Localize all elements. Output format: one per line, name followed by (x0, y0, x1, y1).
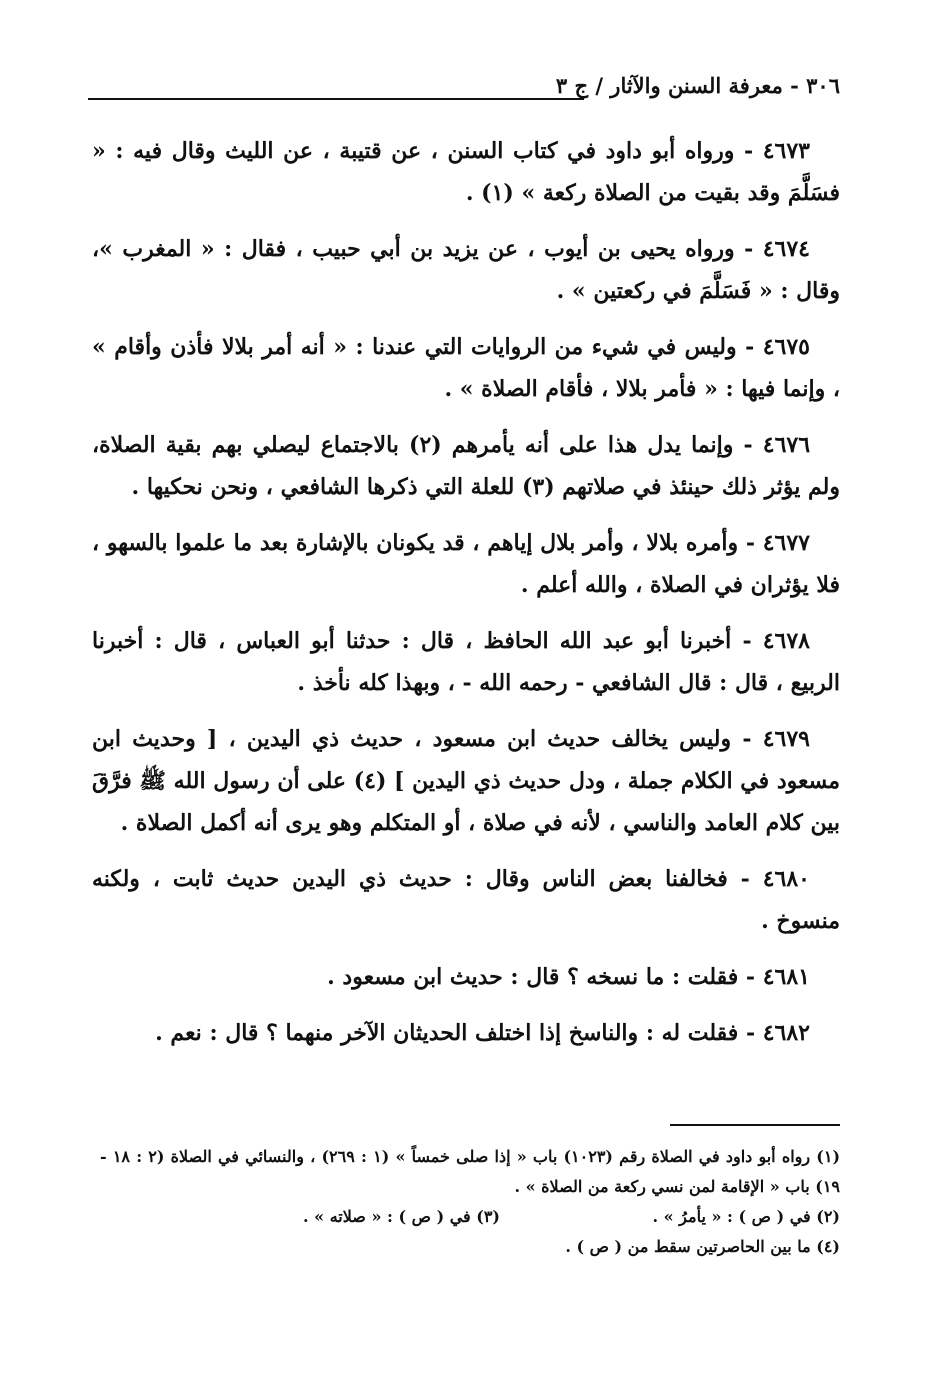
paragraph-4680: ٤٦٨٠ - فخالفنا بعض الناس وقال : حديث ذي اليدين حديث ثابت ، ولكنه منسوخ . (92, 866, 840, 934)
paragraph-4681: ٤٦٨١ - فقلت : ما نسخه ؟ قال : حديث ابن مسعود . (327, 964, 810, 990)
header-rule (88, 98, 584, 100)
main-text (92, 130, 840, 1068)
paragraph-4679: ٤٦٧٩ - وليس يخالف حديث ابن مسعود ، حديث ذي اليدين ، [ وحديث ابن مسعود في الكلام جملة ، ودل حديث ذي اليدين ] (٤) على أن رسول الله ﷺ فرَّقَ بين كلام العامد والناسي ، لأنه في صلاة ، أو المتكلم وهو يرى أنه أكمل الصلاة . (92, 726, 841, 836)
footnote-3: (٣) في ( ص ) : « صلاته » . (303, 1207, 500, 1226)
footnote-rule (670, 1124, 840, 1126)
paragraph-4675: ٤٦٧٥ - وليس في شيء من الروايات التي عندنا : « أنه أمر بلالا فأذن وأقام » ، وإنما فيها : « فأمر بلالا ، فأقام الصلاة » . (92, 334, 840, 402)
paragraph-4682: ٤٦٨٢ - فقلت له : والناسخ إذا اختلف الحديثان الآخر منهما ؟ قال : نعم . (155, 1020, 810, 1046)
running-header: ٣٠٦ - معرفة السنن والآثار / ج ٣ (555, 73, 840, 98)
paragraph-4677: ٤٦٧٧ - وأمره بلالا ، وأمر بلال إياهم ، قد يكونان بالإشارة بعد ما علموا بالسهو ، فلا يؤثران في الصلاة ، والله أعلم . (92, 530, 840, 598)
footnote-row-2-3 (100, 1202, 840, 1232)
footnotes (100, 1142, 840, 1262)
paragraph-4673: ٤٦٧٣ - ورواه أبو داود في كتاب السنن ، عن قتيبة ، عن الليث وقال فيه : « فسَلَّمَ وقد بقيت من الصلاة ركعة » (١) . (92, 138, 840, 206)
paragraph-4678: ٤٦٧٨ - أخبرنا أبو عبد الله الحافظ ، قال : حدثنا أبو العباس ، قال : أخبرنا الربيع ، قال : قال الشافعي - رحمه الله - ، وبهذا كله نأخذ . (92, 628, 840, 696)
page-header (88, 72, 840, 108)
paragraph-4676: ٤٦٧٦ - وإنما يدل هذا على أنه يأمرهم (٢) بالاجتماع ليصلي بهم بقية الصلاة، ولم يؤثر ذلك حينئذ في صلاتهم (٣) للعلة التي ذكرها الشافعي ، ونحن نحكيها . (92, 432, 840, 500)
footnote-4: (٤) ما بين الحاصرتين سقط من ( ص ) . (565, 1237, 840, 1256)
paragraph-4674: ٤٦٧٤ - ورواه يحيى بن أيوب ، عن يزيد بن أبي حبيب ، فقال : « المغرب »، وقال : « فَسَلَّمَ في ركعتين » . (92, 236, 840, 304)
footnote-1: (١) رواه أبو داود في الصلاة رقم (١٠٢٣) باب « إذا صلى خمساً » (١ : ٢٦٩) ، والنسائي في الصلاة (٢ : ١٨ - ١٩) باب « الإقامة لمن نسي ركعة من الصلاة » . (100, 1147, 841, 1196)
footnote-2: (٢) في ( ص ) : « يأمرُ » . (652, 1207, 840, 1226)
